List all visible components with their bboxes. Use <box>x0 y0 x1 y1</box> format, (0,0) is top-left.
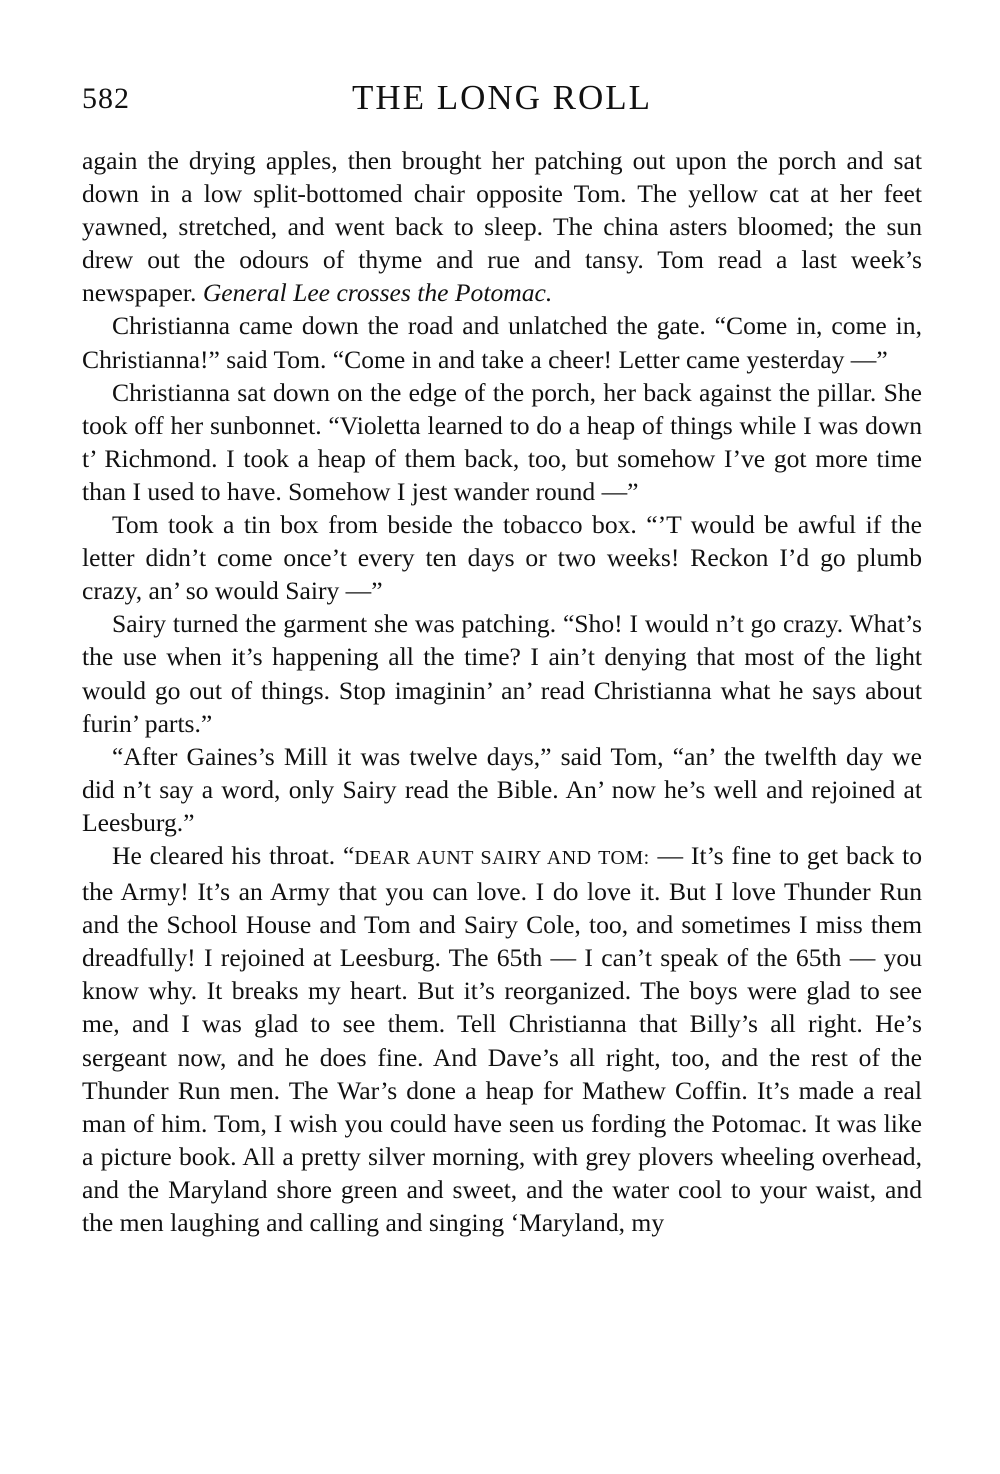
paragraph-3: Christianna sat down on the edge of the porch, her back against the pillar. She took off her sunbonnet. “Violetta learned to do a heap of things while I was down t’ Richmond. I took a heap of them back, too, but somehow I’ve got more time than I used to have. Somehow I jest wander round —” <box>82 377 922 506</box>
paragraph-7-body: — It’s fine to get back to the Army! It’s an Army that you can love. I do love it. But I love Thunder Run and the School House and Tom and Sairy Cole, too, and sometimes I miss them dreadfully! I rejoined at Leesburg. The 65th — I can’t speak of the 65th — you know why. It breaks my heart. But it’s reorganized. The boys were glad to see me, and I was glad to see them. Tell Christianna that Billy’s all right. He’s sergeant now, and he does fine. And Dave’s all right, too, and the rest of the Thunder Run men. The War’s done a heap for Mathew Coffin. It’s made a real man of him. Tom, I wish you could have seen us fording the Potomac. It was like a picture book. All a pretty silver morning, with grey plovers wheeling overhead, and the Maryland shore green and sweet, and the water cool to your waist, and the men laughing and calling and singing ‘Maryland, my <box>82 840 922 1237</box>
letter-salutation: DEAR AUNT SAIRY AND TOM: <box>354 846 650 869</box>
book-title: THE LONG ROLL <box>351 78 653 117</box>
page-number: 582 <box>82 82 130 115</box>
running-head <box>82 78 922 144</box>
paragraph-7-lead: He cleared his throat. “ <box>112 840 355 870</box>
paragraph-1-italic-headline: General Lee crosses the Potomac. <box>202 278 553 308</box>
paragraph-1 <box>82 144 922 309</box>
paragraph-7 <box>82 839 922 1239</box>
paragraph-4: Tom took a tin box from beside the tobacco box. “’T would be awful if the letter didn’t come once’t every ten days or two weeks! Reckon I’d go plumb crazy, an’ so would Sairy —” <box>82 510 922 606</box>
body-text <box>82 144 922 1239</box>
paragraph-2: Christianna came down the road and unlatched the gate. “Come in, come in, Christianna!” said Tom. “Come in and take a cheer! Letter came yesterday —” <box>82 311 922 374</box>
book-page <box>82 78 922 1239</box>
paragraph-6: “After Gaines’s Mill it was twelve days,” said Tom, “an’ the twelfth day we did n’t say a word, only Sairy read the Bible. An’ now he’s well and rejoined at Leesburg.” <box>82 741 922 837</box>
paragraph-5: Sairy turned the garment she was patching. “Sho! I would n’t go crazy. What’s the use when it’s happening all the time? I ain’t denying that most of the light would go out of things. Stop imaginin’ an’ read Christianna what he says about furin’ parts.” <box>82 609 922 738</box>
paragraph-1-text: again the drying apples, then brought her patching out upon the porch and sat down in a low split-bottomed chair opposite Tom. The yellow cat at her feet yawned, stretched, and went back to sleep. The china asters bloomed; the sun drew out the odours of thyme and rue and tansy. Tom read a last week’s newspaper. <box>82 146 922 308</box>
